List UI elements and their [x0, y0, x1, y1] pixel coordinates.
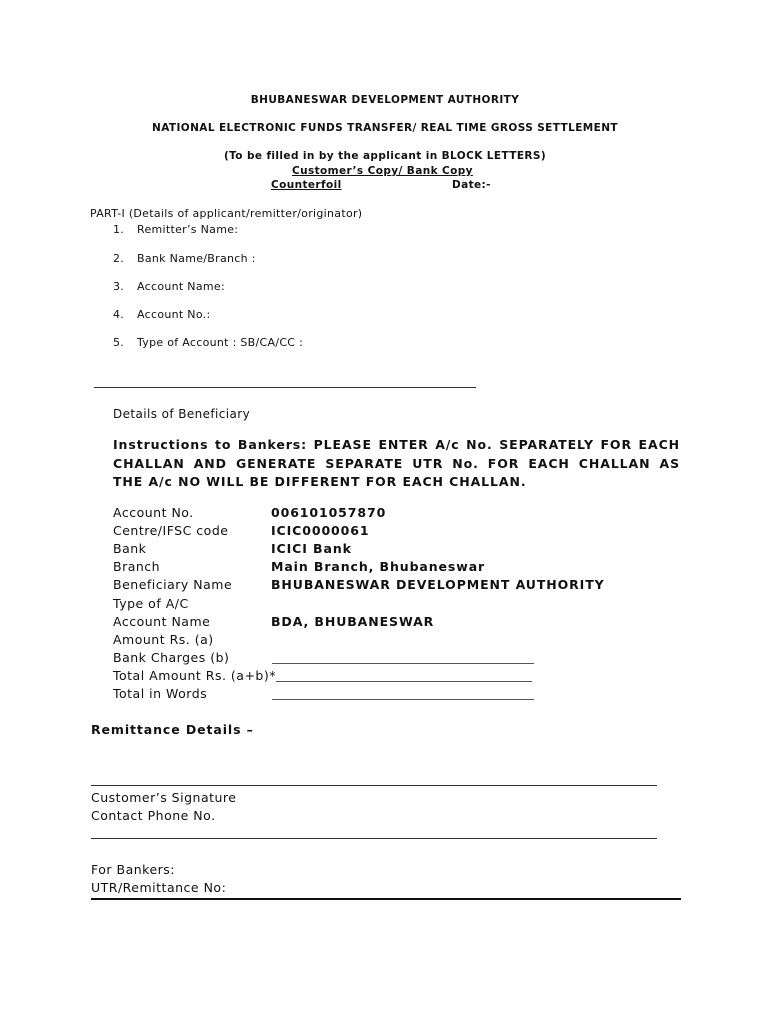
- form-title: NATIONAL ELECTRONIC FUNDS TRANSFER/ REAL TIME GROSS SETTLEMENT: [152, 122, 618, 134]
- detail-value: ICIC0000061: [271, 523, 370, 538]
- detail-row-ifsc: [113, 523, 673, 541]
- remitter-name-number: 1.: [113, 223, 125, 236]
- remitter-name-label: Remitter’s Name:: [137, 223, 239, 236]
- detail-row-branch: [113, 559, 673, 577]
- detail-label: Total Amount Rs. (a+b)*: [113, 668, 276, 683]
- detail-row-bank: [113, 541, 673, 559]
- detail-label: Total in Words: [113, 686, 208, 701]
- detail-row-total-words: [113, 686, 673, 704]
- detail-value: 006101057870: [271, 505, 387, 520]
- detail-label: Branch: [113, 559, 161, 574]
- organization-title: BHUBANESWAR DEVELOPMENT AUTHORITY: [250, 94, 520, 106]
- detail-label: Type of A/C: [113, 596, 189, 611]
- bank-branch-label: Bank Name/Branch :: [137, 252, 256, 265]
- bottom-rule: [91, 898, 681, 900]
- detail-value: BDA, BHUBANESWAR: [271, 614, 435, 629]
- total-amount-blank: [276, 681, 532, 682]
- date-label: Date:-: [452, 179, 491, 191]
- detail-row-account-name: [113, 614, 673, 632]
- bank-charges-blank: [272, 663, 534, 664]
- detail-label: Account No.: [113, 505, 194, 520]
- account-no-number: 4.: [113, 308, 125, 321]
- section-divider: [94, 387, 476, 388]
- detail-row-bank-charges: [113, 650, 673, 668]
- banker-instructions: Instructions to Bankers: PLEASE ENTER A/c No. SEPARATELY FOR EACH CHALLAN AND GENERATE SEPARATE UTR No. FOR EACH CHALLAN AS THE A/c NO WILL BE DIFFERENT FOR EACH CHALLAN.: [113, 437, 680, 489]
- utr-label: UTR/Remittance No:: [91, 880, 227, 895]
- part1-title: PART-I (Details of applicant/remitter/originator): [90, 207, 363, 220]
- for-bankers-label: For Bankers:: [91, 862, 176, 877]
- copy-label: Customer’s Copy/ Bank Copy: [292, 165, 473, 177]
- detail-row-beneficiary-name: [113, 577, 673, 595]
- detail-label: Centre/IFSC code: [113, 523, 229, 538]
- detail-value: Main Branch, Bhubaneswar: [271, 559, 486, 574]
- detail-label: Bank: [113, 541, 147, 556]
- detail-row-total-amount: [113, 668, 673, 686]
- account-type-label: Type of Account : SB/CA/CC :: [137, 336, 304, 349]
- counterfoil-label: Counterfoil: [271, 179, 342, 191]
- beneficiary-title: Details of Beneficiary: [113, 407, 251, 421]
- account-name-label: Account Name:: [137, 280, 225, 293]
- bank-branch-number: 2.: [113, 252, 125, 265]
- total-words-blank: [272, 699, 534, 700]
- detail-row-type-of-ac: [113, 596, 673, 614]
- signature-line: [91, 785, 657, 786]
- block-letters-instruction: (To be filled in by the applicant in BLOCK LETTERS): [223, 150, 547, 162]
- phone-line: [91, 838, 657, 839]
- detail-label: Beneficiary Name: [113, 577, 233, 592]
- signature-label: Customer’s Signature: [91, 790, 237, 805]
- detail-value: BHUBANESWAR DEVELOPMENT AUTHORITY: [271, 577, 605, 592]
- contact-phone-label: Contact Phone No.: [91, 808, 216, 823]
- detail-label: Bank Charges (b): [113, 650, 230, 665]
- detail-row-amount: [113, 632, 673, 650]
- account-name-number: 3.: [113, 280, 125, 293]
- remittance-title: Remittance Details –: [91, 722, 254, 737]
- detail-label: Amount Rs. (a): [113, 632, 214, 647]
- detail-label: Account Name: [113, 614, 211, 629]
- account-type-number: 5.: [113, 336, 125, 349]
- account-no-label: Account No.:: [137, 308, 211, 321]
- detail-value: ICICI Bank: [271, 541, 352, 556]
- detail-row-account-no: [113, 505, 673, 523]
